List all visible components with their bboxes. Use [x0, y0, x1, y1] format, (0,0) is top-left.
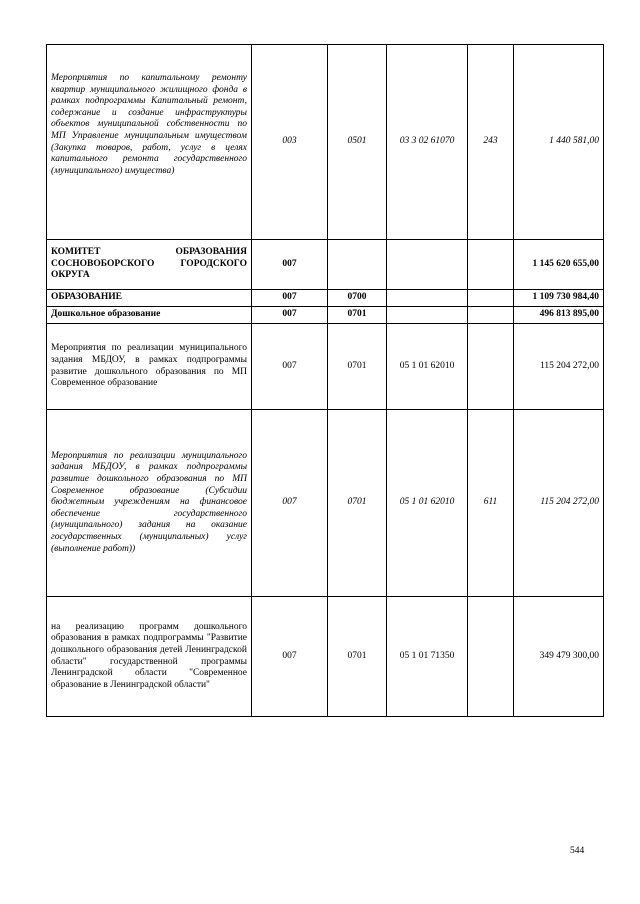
row-section-code: 0701 — [328, 410, 387, 597]
row-description: Мероприятия по реализации муниципального задания МБДОУ, в рамках подпрограммы развитие дошкольного образования по МП Современное образование — [47, 324, 252, 410]
row-expense-type — [468, 240, 514, 290]
row-grbs-code: 007 — [252, 290, 328, 307]
row-description: КОМИТЕТ ОБРАЗОВАНИЯ СОСНОВОБОРСКОГО ГОРОДСКОГО ОКРУГА — [47, 240, 252, 290]
row-amount: 115 204 272,00 — [514, 410, 604, 597]
row-target-code: 05 1 01 71350 — [387, 597, 468, 717]
row-grbs-code: 003 — [252, 45, 328, 240]
row-target-code: 03 3 02 61070 — [387, 45, 468, 240]
row-section-code: 0700 — [328, 290, 387, 307]
row-expense-type: 611 — [468, 410, 514, 597]
row-section-code: 0701 — [328, 597, 387, 717]
table-row — [47, 410, 604, 597]
table-row — [47, 240, 604, 290]
row-description: Мероприятия по капитальному ремонту квартир муниципального жилищного фонда в рамках подпрограммы Капитальный ремонт, содержание и создание инфраструктуры объектов муниципальной собственности по МП Управление муниципальным имуществом (Закупка товаров, работ, услуг в целях капитального ремонта государственного (муниципального) имущества) — [47, 45, 252, 240]
row-expense-type — [468, 597, 514, 717]
table-row — [47, 290, 604, 307]
table-row — [47, 324, 604, 410]
row-description: Дошкольное образование — [47, 307, 252, 324]
row-expense-type: 243 — [468, 45, 514, 240]
row-expense-type — [468, 324, 514, 410]
row-target-code: 05 1 01 62010 — [387, 410, 468, 597]
row-section-code: 0501 — [328, 45, 387, 240]
page-number: 544 — [570, 846, 585, 856]
row-description: на реализацию программ дошкольного образования в рамках подпрограммы "Развитие дошкольного образования детей Ленинградской области" государственной программы Ленинградской области "Современное образование в Ленинградской области" — [47, 597, 252, 717]
row-grbs-code: 007 — [252, 307, 328, 324]
row-amount: 115 204 272,00 — [514, 324, 604, 410]
row-grbs-code: 007 — [252, 597, 328, 717]
row-description: ОБРАЗОВАНИЕ — [47, 290, 252, 307]
row-target-code — [387, 290, 468, 307]
row-description: Мероприятия по реализации муниципального задания МБДОУ, в рамках подпрограммы развитие дошкольного образования по МП Современное образование (Субсидии бюджетным учреждениям на финансовое обеспечение государственного (муниципального) задания на оказание государственных (муниципальных) услуг (выполнение работ)) — [47, 410, 252, 597]
row-amount: 1 145 620 655,00 — [514, 240, 604, 290]
row-section-code — [328, 240, 387, 290]
row-section-code: 0701 — [328, 307, 387, 324]
table-row — [47, 45, 604, 240]
table-row — [47, 597, 604, 717]
row-amount: 1 440 581,00 — [514, 45, 604, 240]
row-grbs-code: 007 — [252, 324, 328, 410]
row-amount: 1 109 730 984,40 — [514, 290, 604, 307]
row-target-code — [387, 240, 468, 290]
row-grbs-code: 007 — [252, 240, 328, 290]
row-target-code: 05 1 01 62010 — [387, 324, 468, 410]
row-amount: 496 813 895,00 — [514, 307, 604, 324]
row-target-code — [387, 307, 468, 324]
row-expense-type — [468, 307, 514, 324]
row-section-code: 0701 — [328, 324, 387, 410]
row-grbs-code: 007 — [252, 410, 328, 597]
budget-table — [46, 44, 604, 717]
table-row — [47, 307, 604, 324]
row-amount: 349 479 300,00 — [514, 597, 604, 717]
row-expense-type — [468, 290, 514, 307]
